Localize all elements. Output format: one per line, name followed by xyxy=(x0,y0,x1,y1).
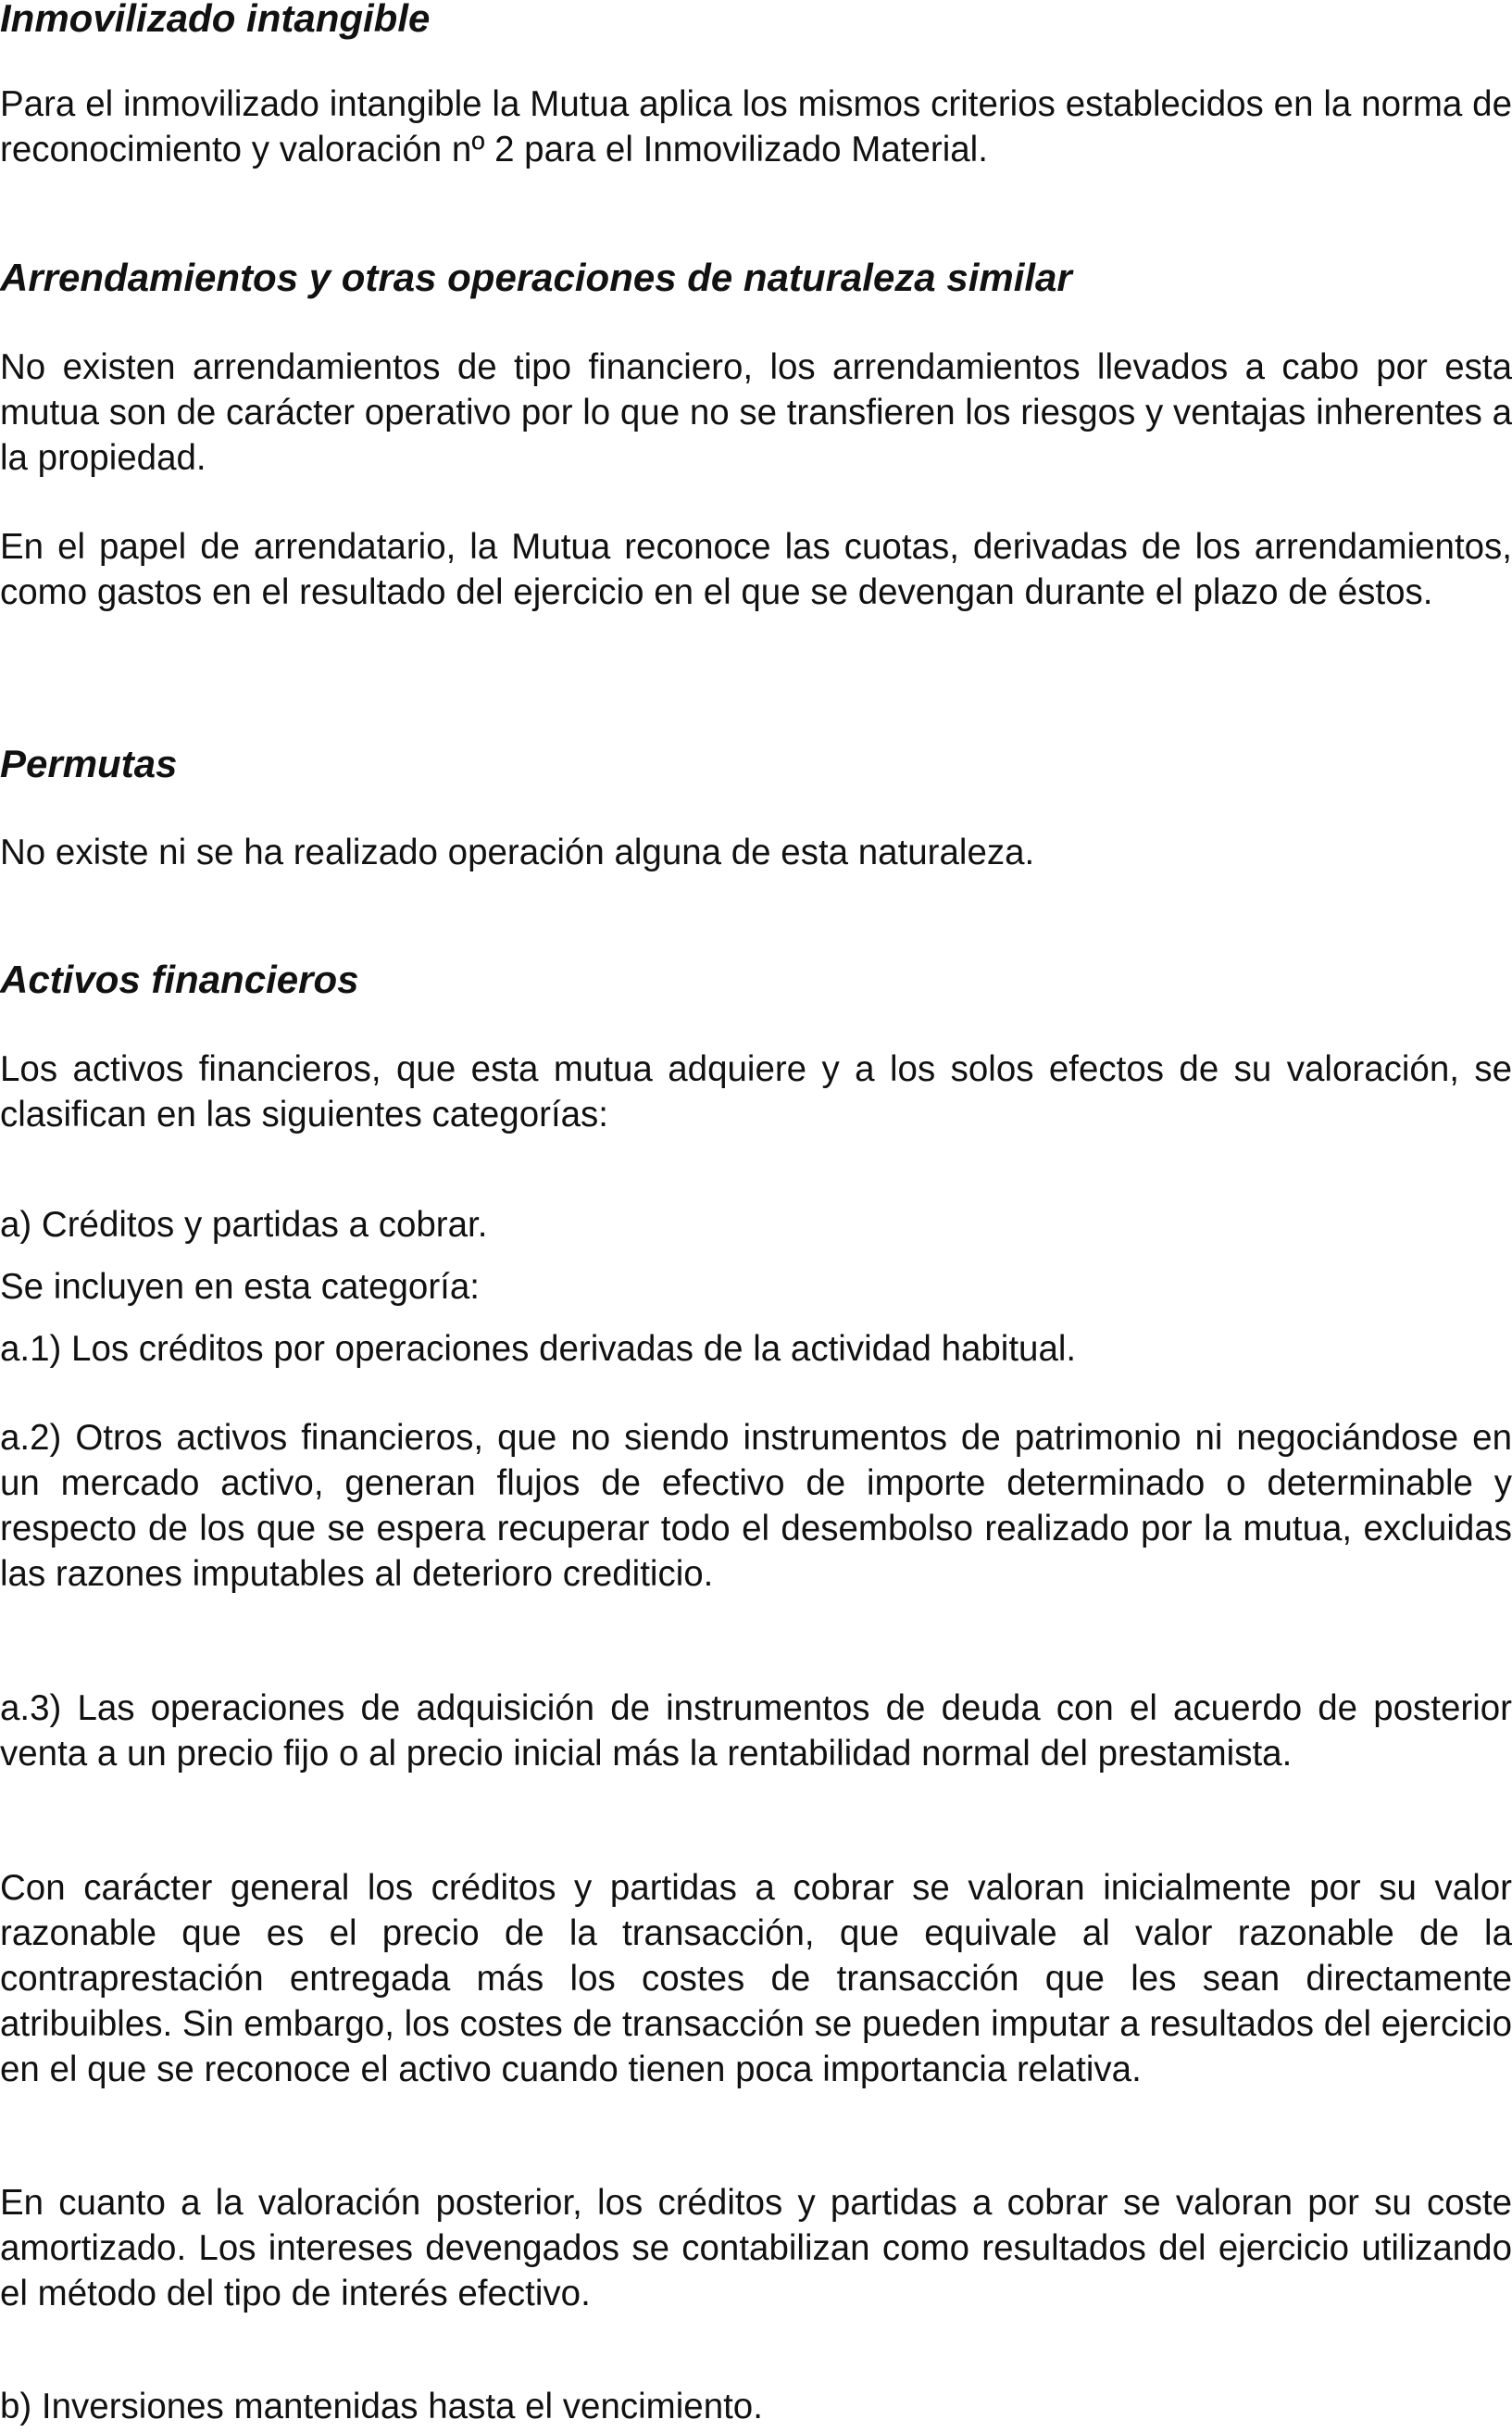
paragraph-arrendamientos-1: No existen arrendamientos de tipo financiero, los arrendamientos llevados a cabo por esta mutua son de carácter operativo por lo que no se transfieren los riesgos y ventajas inherentes a la propiedad. xyxy=(0,347,1512,478)
paragraph-valoracion-posterior: En cuanto a la valoración posterior, los créditos y partidas a cobrar se valoran por su coste amortizado. Los intereses devengados se contabilizan como resultados del ejercicio utilizando el método del tipo de interés efectivo. xyxy=(0,2183,1512,2313)
heading-arrendamientos: Arrendamientos y otras operaciones de naturaleza similar xyxy=(0,256,1072,299)
heading-activos-financieros: Activos financieros xyxy=(0,958,359,1001)
category-a-intro: Se incluyen en esta categoría: xyxy=(0,1267,480,1307)
category-a-title: a) Créditos y partidas a cobrar. xyxy=(0,1205,488,1245)
heading-permutas: Permutas xyxy=(0,742,178,785)
paragraph-intangible: Para el inmovilizado intangible la Mutua aplica los mismos criterios establecidos en la norma de reconocimiento y valoración nº 2 para el Inmovilizado Material. xyxy=(0,84,1512,169)
category-b-title: b) Inversiones mantenidas hasta el vencimiento. xyxy=(0,2387,763,2426)
item-a2: a.2) Otros activos financieros, que no siendo instrumentos de patrimonio ni negociándose en un mercado activo, generan flujos de efectivo de importe determinado o determinable y respecto de los que se espera recuperar todo el desembolso realizado por la mutua, excluidas las razones imputables al deterioro crediticio. xyxy=(0,1418,1512,1594)
item-a3: a.3) Las operaciones de adquisición de instrumentos de deuda con el acuerdo de posterior venta a un precio fijo o al precio inicial más la rentabilidad normal del prestamista. xyxy=(0,1688,1512,1774)
item-a1: a.1) Los créditos por operaciones derivadas de la actividad habitual. xyxy=(0,1329,1077,1369)
paragraph-arrendamientos-2: En el papel de arrendatario, la Mutua reconoce las cuotas, derivadas de los arrendamientos, como gastos en el resultado del ejercicio en el que se devengan durante el plazo de éstos. xyxy=(0,527,1512,612)
paragraph-activos-intro: Los activos financieros, que esta mutua adquiere y a los solos efectos de su valoración, se clasifican en las siguientes categorías: xyxy=(0,1049,1512,1135)
paragraph-permutas: No existe ni se ha realizado operación alguna de esta naturaleza. xyxy=(0,833,1035,872)
heading-inmovilizado-intangible: Inmovilizado intangible xyxy=(0,0,431,40)
paragraph-valoracion-inicial: Con carácter general los créditos y partidas a cobrar se valoran inicialmente por su valor razonable que es el precio de la transacción, que equivale al valor razonable de la contraprestación entregada más los costes de transacción que les sean directamente atribuibles. Sin embargo, los costes de transacción se pueden imputar a resultados del ejercicio en el que se reconoce el activo cuando tienen poca importancia relativa. xyxy=(0,1868,1512,2089)
